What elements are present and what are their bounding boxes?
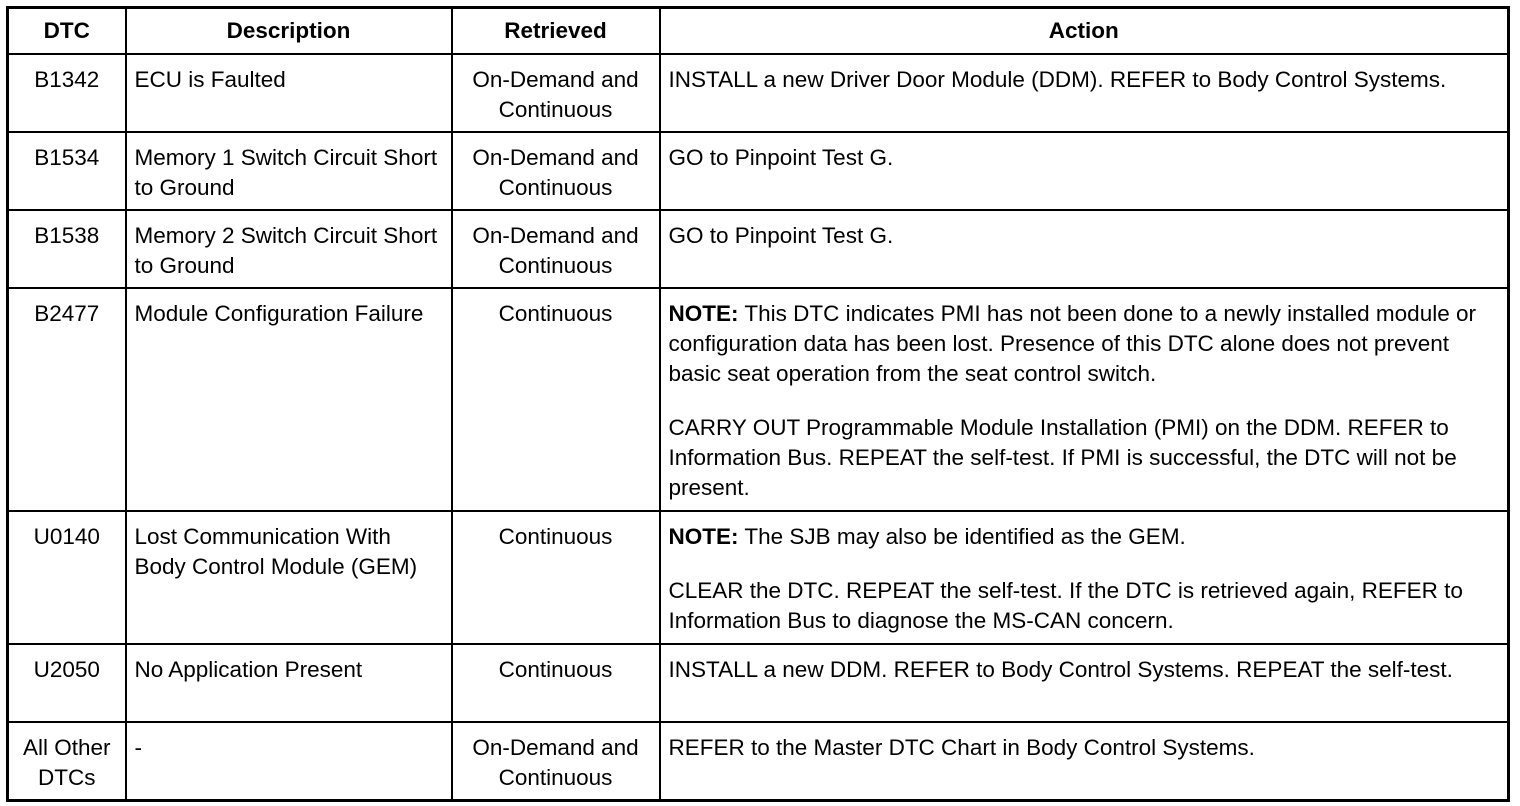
header-retrieved: Retrieved <box>452 8 660 55</box>
dtc-table-container <box>6 6 1510 802</box>
header-description: Description <box>126 8 452 55</box>
dtc-action <box>660 54 1509 132</box>
table-row <box>8 132 1509 210</box>
action-paragraph <box>669 576 1500 636</box>
table-row <box>8 288 1509 511</box>
action-text: CARRY OUT Programmable Module Installation (PMI) on the DDM. REFER to Information Bus. REPEAT the self-test. If PMI is successful, the DTC will not be present. <box>668 415 1457 500</box>
table-row <box>8 210 1509 288</box>
dtc-action <box>660 210 1509 288</box>
action-paragraph <box>669 65 1500 95</box>
dtc-retrieved: Continuous <box>452 288 660 511</box>
dtc-retrieved: On-Demand and Continuous <box>452 210 660 288</box>
table-body <box>8 54 1509 801</box>
dtc-description: Memory 1 Switch Circuit Short to Ground <box>126 132 452 210</box>
note-label: NOTE: <box>668 301 739 326</box>
action-text: The SJB may also be identified as the GEM. <box>738 524 1186 549</box>
dtc-action <box>660 288 1509 511</box>
dtc-action <box>660 722 1509 801</box>
dtc-code: B1534 <box>8 132 126 210</box>
table-row <box>8 644 1509 722</box>
action-text: INSTALL a new Driver Door Module (DDM). REFER to Body Control Systems. <box>668 67 1447 92</box>
action-paragraph <box>669 299 1500 389</box>
table-row <box>8 54 1509 132</box>
dtc-description: Lost Communication With Body Control Module (GEM) <box>126 511 452 644</box>
dtc-code: U2050 <box>8 644 126 722</box>
header-dtc: DTC <box>8 8 126 55</box>
action-text: This DTC indicates PMI has not been done to a newly installed module or configuration data has been lost. Presence of this DTC alone does not prevent basic seat operation from the seat control switch. <box>668 301 1476 386</box>
dtc-retrieved: On-Demand and Continuous <box>452 722 660 801</box>
dtc-description: - <box>126 722 452 801</box>
action-paragraph <box>669 655 1500 685</box>
action-paragraph <box>669 143 1500 173</box>
action-paragraph <box>669 733 1500 763</box>
table-row <box>8 722 1509 801</box>
action-text: GO to Pinpoint Test G. <box>668 145 894 170</box>
dtc-retrieved: Continuous <box>452 511 660 644</box>
action-text: INSTALL a new DDM. REFER to Body Control Systems. REPEAT the self-test. <box>668 657 1453 682</box>
action-paragraph <box>669 221 1500 251</box>
dtc-action <box>660 644 1509 722</box>
dtc-action <box>660 132 1509 210</box>
dtc-table <box>6 6 1510 802</box>
dtc-code: B1538 <box>8 210 126 288</box>
dtc-description: Module Configuration Failure <box>126 288 452 511</box>
header-action: Action <box>660 8 1509 55</box>
action-text: CLEAR the DTC. REPEAT the self-test. If the DTC is retrieved again, REFER to Information Bus to diagnose the MS-CAN concern. <box>668 578 1463 633</box>
dtc-retrieved: Continuous <box>452 644 660 722</box>
dtc-description: No Application Present <box>126 644 452 722</box>
dtc-retrieved: On-Demand and Continuous <box>452 132 660 210</box>
dtc-code: B2477 <box>8 288 126 511</box>
action-paragraph <box>669 522 1500 552</box>
action-paragraph <box>669 413 1500 503</box>
dtc-action <box>660 511 1509 644</box>
dtc-code: U0140 <box>8 511 126 644</box>
dtc-retrieved: On-Demand and Continuous <box>452 54 660 132</box>
header-row <box>8 8 1509 55</box>
note-label: NOTE: <box>668 524 739 549</box>
action-text: GO to Pinpoint Test G. <box>668 223 894 248</box>
dtc-description: ECU is Faulted <box>126 54 452 132</box>
dtc-code: All Other DTCs <box>8 722 126 801</box>
dtc-code: B1342 <box>8 54 126 132</box>
table-row <box>8 511 1509 644</box>
action-text: REFER to the Master DTC Chart in Body Control Systems. <box>668 735 1255 760</box>
dtc-description: Memory 2 Switch Circuit Short to Ground <box>126 210 452 288</box>
